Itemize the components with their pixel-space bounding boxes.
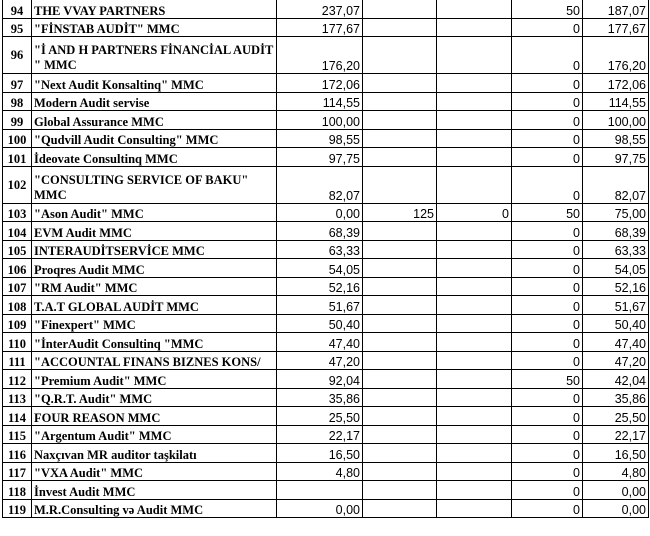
value-col-1: 237,07 <box>277 0 363 18</box>
value-col-4: 0 <box>512 462 583 481</box>
value-col-2 <box>363 407 437 426</box>
value-col-2 <box>363 499 437 518</box>
value-col-3 <box>437 481 512 500</box>
value-col-1: 82,07 <box>277 166 363 203</box>
table-row <box>3 203 649 222</box>
company-name: "Next Audit Konsaltinq" MMC <box>32 74 277 93</box>
row-number: 102 <box>3 166 32 203</box>
company-name: "Ason Audit" MMC <box>32 203 277 222</box>
value-col-1: 25,50 <box>277 407 363 426</box>
table-body <box>3 0 649 518</box>
value-col-1: 4,80 <box>277 462 363 481</box>
value-col-5: 42,04 <box>583 370 649 389</box>
value-col-3 <box>437 333 512 352</box>
value-col-5: 82,07 <box>583 166 649 203</box>
value-col-3 <box>437 148 512 167</box>
value-col-2 <box>363 0 437 18</box>
value-col-2 <box>363 462 437 481</box>
company-name: "İnterAudit Consultinq "MMC <box>32 333 277 352</box>
value-col-3 <box>437 259 512 278</box>
value-col-3 <box>437 351 512 370</box>
value-col-2 <box>363 296 437 315</box>
value-col-5: 47,40 <box>583 333 649 352</box>
value-col-3 <box>437 499 512 518</box>
value-col-3 <box>437 92 512 111</box>
value-col-1: 114,55 <box>277 92 363 111</box>
value-col-3 <box>437 407 512 426</box>
company-name: FOUR REASON MMC <box>32 407 277 426</box>
value-col-3 <box>437 129 512 148</box>
value-col-4: 0 <box>512 92 583 111</box>
company-name: EVM Audit MMC <box>32 222 277 241</box>
company-name: "ACCOUNTAL FINANS BIZNES KONS/ <box>32 351 277 370</box>
company-name: Proqres Audit MMC <box>32 259 277 278</box>
value-col-4: 0 <box>512 314 583 333</box>
company-name: M.R.Consulting və Audit MMC <box>32 499 277 518</box>
table-row <box>3 92 649 111</box>
audit-firms-table <box>2 0 649 518</box>
row-number: 109 <box>3 314 32 333</box>
value-col-4: 0 <box>512 499 583 518</box>
value-col-4: 0 <box>512 296 583 315</box>
table-row <box>3 425 649 444</box>
value-col-2 <box>363 277 437 296</box>
company-name: THE VVAY PARTNERS <box>32 0 277 18</box>
table-row <box>3 407 649 426</box>
value-col-5: 100,00 <box>583 111 649 130</box>
value-col-3 <box>437 388 512 407</box>
value-col-5: 177,67 <box>583 18 649 37</box>
value-col-1: 176,20 <box>277 37 363 74</box>
value-col-2 <box>363 370 437 389</box>
table-row <box>3 370 649 389</box>
value-col-2: 125 <box>363 203 437 222</box>
value-col-5: 114,55 <box>583 92 649 111</box>
value-col-4: 0 <box>512 240 583 259</box>
value-col-2 <box>363 388 437 407</box>
value-col-1 <box>277 481 363 500</box>
table-row <box>3 240 649 259</box>
value-col-1: 0,00 <box>277 203 363 222</box>
value-col-1: 22,17 <box>277 425 363 444</box>
table-row <box>3 333 649 352</box>
value-col-1: 172,06 <box>277 74 363 93</box>
value-col-2 <box>363 37 437 74</box>
table-row <box>3 444 649 463</box>
value-col-1: 177,67 <box>277 18 363 37</box>
row-number: 104 <box>3 222 32 241</box>
value-col-2 <box>363 444 437 463</box>
value-col-2 <box>363 148 437 167</box>
row-number: 106 <box>3 259 32 278</box>
company-name: "CONSULTING SERVICE OF BAKU" MMC <box>32 166 277 203</box>
value-col-2 <box>363 222 437 241</box>
value-col-3 <box>437 240 512 259</box>
row-number: 115 <box>3 425 32 444</box>
value-col-3 <box>437 18 512 37</box>
value-col-5: 4,80 <box>583 462 649 481</box>
table-row <box>3 74 649 93</box>
value-col-4: 0 <box>512 277 583 296</box>
value-col-5: 16,50 <box>583 444 649 463</box>
company-name: Global Assurance MMC <box>32 111 277 130</box>
value-col-5: 25,50 <box>583 407 649 426</box>
company-name: Naxçıvan MR auditor taşkilatı <box>32 444 277 463</box>
row-number: 110 <box>3 333 32 352</box>
value-col-1: 50,40 <box>277 314 363 333</box>
value-col-1: 52,16 <box>277 277 363 296</box>
value-col-5: 172,06 <box>583 74 649 93</box>
value-col-2 <box>363 333 437 352</box>
company-name: "Finexpert" MMC <box>32 314 277 333</box>
company-name: T.A.T GLOBAL AUDİT MMC <box>32 296 277 315</box>
value-col-4: 0 <box>512 481 583 500</box>
value-col-3 <box>437 166 512 203</box>
value-col-4: 0 <box>512 351 583 370</box>
value-col-1: 97,75 <box>277 148 363 167</box>
value-col-2 <box>363 92 437 111</box>
value-col-3 <box>437 111 512 130</box>
value-col-5: 47,20 <box>583 351 649 370</box>
row-number: 95 <box>3 18 32 37</box>
table-row <box>3 222 649 241</box>
row-number: 98 <box>3 92 32 111</box>
value-col-1: 54,05 <box>277 259 363 278</box>
value-col-5: 22,17 <box>583 425 649 444</box>
value-col-1: 92,04 <box>277 370 363 389</box>
row-number: 114 <box>3 407 32 426</box>
table-row <box>3 111 649 130</box>
row-number: 97 <box>3 74 32 93</box>
company-name: İnvest Audit MMC <box>32 481 277 500</box>
row-number: 94 <box>3 0 32 18</box>
table-row <box>3 481 649 500</box>
row-number: 118 <box>3 481 32 500</box>
value-col-3 <box>437 314 512 333</box>
value-col-5: 97,75 <box>583 148 649 167</box>
row-number: 116 <box>3 444 32 463</box>
value-col-5: 63,33 <box>583 240 649 259</box>
value-col-5: 0,00 <box>583 499 649 518</box>
value-col-1: 47,40 <box>277 333 363 352</box>
value-col-3 <box>437 222 512 241</box>
value-col-3 <box>437 444 512 463</box>
row-number: 100 <box>3 129 32 148</box>
value-col-3 <box>437 0 512 18</box>
table-row <box>3 0 649 18</box>
value-col-1: 68,39 <box>277 222 363 241</box>
table-row <box>3 296 649 315</box>
value-col-4: 0 <box>512 333 583 352</box>
value-col-2 <box>363 111 437 130</box>
value-col-2 <box>363 314 437 333</box>
value-col-1: 51,67 <box>277 296 363 315</box>
row-number: 101 <box>3 148 32 167</box>
value-col-5: 54,05 <box>583 259 649 278</box>
company-name: "FİNSTAB AUDİT" MMC <box>32 18 277 37</box>
value-col-3 <box>437 370 512 389</box>
company-name: "Q.R.T. Audit" MMC <box>32 388 277 407</box>
value-col-1: 35,86 <box>277 388 363 407</box>
value-col-4: 0 <box>512 37 583 74</box>
value-col-4: 0 <box>512 222 583 241</box>
table-row <box>3 462 649 481</box>
table-row <box>3 148 649 167</box>
row-number: 112 <box>3 370 32 389</box>
value-col-4: 0 <box>512 18 583 37</box>
company-name: İdeovate Consultinq MMC <box>32 148 277 167</box>
value-col-4: 0 <box>512 407 583 426</box>
table-row <box>3 388 649 407</box>
value-col-1: 98,55 <box>277 129 363 148</box>
value-col-5: 75,00 <box>583 203 649 222</box>
value-col-2 <box>363 425 437 444</box>
company-name: Modern Audit servise <box>32 92 277 111</box>
value-col-5: 0,00 <box>583 481 649 500</box>
value-col-2 <box>363 240 437 259</box>
value-col-2 <box>363 74 437 93</box>
company-name: "İ AND H PARTNERS FİNANCİAL AUDİT " MMC <box>32 37 277 74</box>
row-number: 113 <box>3 388 32 407</box>
value-col-4: 0 <box>512 148 583 167</box>
company-name: "Premium Audit" MMC <box>32 370 277 389</box>
value-col-4: 50 <box>512 0 583 18</box>
value-col-3 <box>437 277 512 296</box>
value-col-2 <box>363 166 437 203</box>
value-col-3 <box>437 425 512 444</box>
value-col-1: 0,00 <box>277 499 363 518</box>
value-col-2 <box>363 129 437 148</box>
row-number: 105 <box>3 240 32 259</box>
value-col-3 <box>437 296 512 315</box>
value-col-2 <box>363 259 437 278</box>
value-col-4: 0 <box>512 129 583 148</box>
value-col-3 <box>437 74 512 93</box>
table-row <box>3 37 649 74</box>
row-number: 96 <box>3 37 32 74</box>
row-number: 119 <box>3 499 32 518</box>
value-col-5: 176,20 <box>583 37 649 74</box>
table-row <box>3 314 649 333</box>
company-name: "VXA Audit" MMC <box>32 462 277 481</box>
value-col-4: 0 <box>512 111 583 130</box>
table-row <box>3 351 649 370</box>
value-col-1: 63,33 <box>277 240 363 259</box>
value-col-5: 51,67 <box>583 296 649 315</box>
value-col-3 <box>437 462 512 481</box>
value-col-2 <box>363 18 437 37</box>
company-name: "Argentum Audit" MMC <box>32 425 277 444</box>
value-col-3 <box>437 37 512 74</box>
value-col-5: 35,86 <box>583 388 649 407</box>
value-col-2 <box>363 351 437 370</box>
value-col-4: 0 <box>512 425 583 444</box>
company-name: "Qudvill Audit Consulting" MMC <box>32 129 277 148</box>
row-number: 117 <box>3 462 32 481</box>
value-col-5: 98,55 <box>583 129 649 148</box>
table-row <box>3 277 649 296</box>
value-col-4: 0 <box>512 166 583 203</box>
value-col-5: 187,07 <box>583 0 649 18</box>
row-number: 99 <box>3 111 32 130</box>
value-col-5: 68,39 <box>583 222 649 241</box>
value-col-4: 0 <box>512 259 583 278</box>
table-row <box>3 259 649 278</box>
company-name: "RM Audit" MMC <box>32 277 277 296</box>
value-col-1: 47,20 <box>277 351 363 370</box>
table-row <box>3 499 649 518</box>
value-col-5: 52,16 <box>583 277 649 296</box>
value-col-2 <box>363 481 437 500</box>
row-number: 108 <box>3 296 32 315</box>
row-number: 111 <box>3 351 32 370</box>
value-col-4: 0 <box>512 444 583 463</box>
value-col-3: 0 <box>437 203 512 222</box>
company-name: INTERAUDİTSERVİCE MMC <box>32 240 277 259</box>
value-col-4: 0 <box>512 388 583 407</box>
row-number: 103 <box>3 203 32 222</box>
value-col-1: 16,50 <box>277 444 363 463</box>
value-col-1: 100,00 <box>277 111 363 130</box>
value-col-4: 50 <box>512 370 583 389</box>
value-col-4: 50 <box>512 203 583 222</box>
value-col-4: 0 <box>512 74 583 93</box>
table-row <box>3 129 649 148</box>
table-row <box>3 18 649 37</box>
value-col-5: 50,40 <box>583 314 649 333</box>
table-row <box>3 166 649 203</box>
row-number: 107 <box>3 277 32 296</box>
